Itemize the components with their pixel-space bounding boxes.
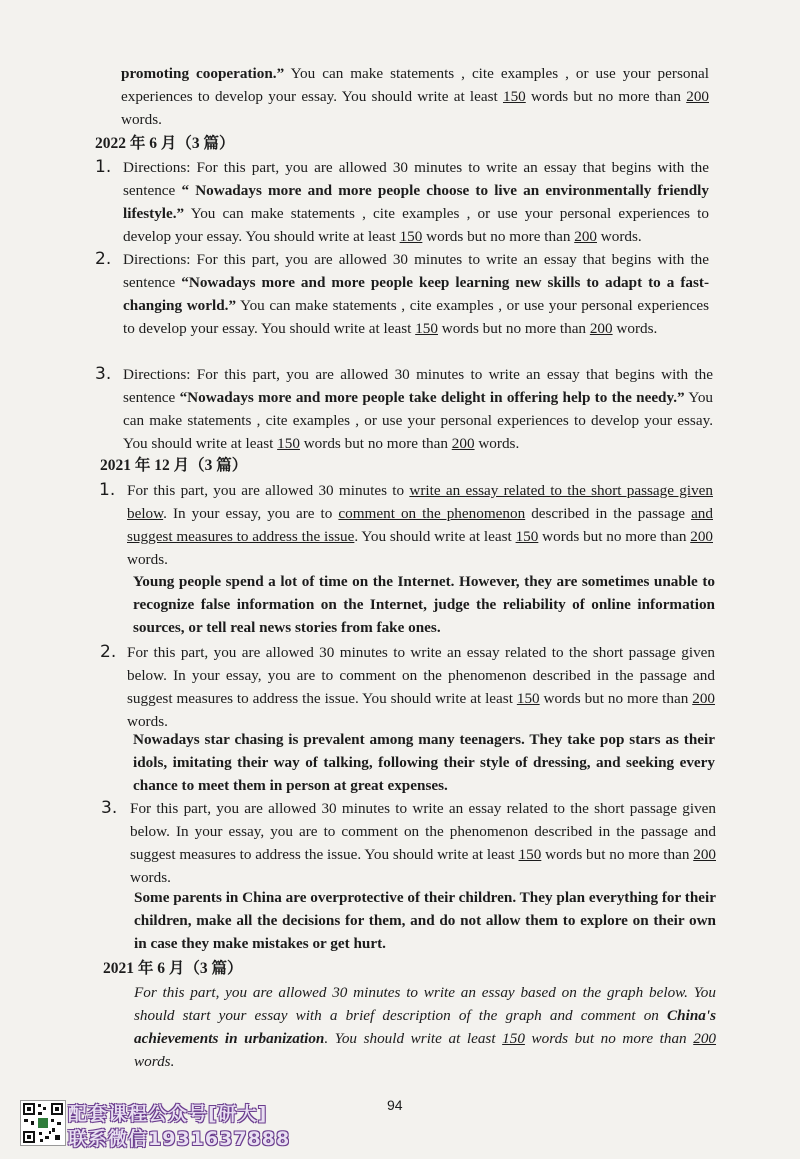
qr-code-image — [20, 1100, 66, 1146]
short-passage: Nowadays star chasing is prevalent among many teenagers. They take pop stars as their idols, imitating their way of talking, following their style of dressing, and seeking every chance to meet them in person at great expenses. — [133, 731, 715, 794]
essay-prompt: For this part, you are allowed 30 minutes to write an essay related to the short passage given below. In your essay, you are to comment on the phenomenon described in the passage and suggest measures to address the issue. You should write at least 150 words but no more than 200 words. — [130, 800, 716, 886]
item-number: 3. — [95, 364, 112, 384]
section-heading-2022-06: 2022 年 6 月（3 篇） — [95, 135, 235, 152]
essay-prompt: Directions: For this part, you are allowed 30 minutes to write an essay that begins with the sentence “Nowadays more and more people take delight in offering help to the needy.” You can make statements , cite examples , or use your personal experiences to develop your essay. You should write at least 150 words but no more than 200 words. — [123, 366, 714, 452]
short-passage: Young people spend a lot of time on the Internet. However, they are sometimes unable to recognize false information on the Internet, judge the reliability of online information sources, or tell real news stories from fake ones. — [133, 573, 715, 636]
item-number: 3. — [101, 798, 118, 818]
intro-bold: promoting cooperation.” — [121, 65, 285, 82]
essay-prompt: Directions: For this part, you are allowed 30 minutes to write an essay that begins with the sentence “ Nowadays more and more people choose to live an environmentally friendly lifestyle.” You can make statements , cite examples , or use your personal experiences to develop your essay. You should write at least 150 words but no more than 200 words. — [123, 159, 709, 245]
short-passage: Some parents in China are overprotective of their children. They plan everything for their children, make all the decisions for them, and do not allow them to explore on their own in case they make mistakes or get hurt. — [134, 889, 716, 952]
item-number: 1. — [99, 480, 116, 500]
essay-prompt: Directions: For this part, you are allowed 30 minutes to write an essay that begins with the sentence “Nowadays more and more people keep learning new skills to adapt to a fast-changing world.” You can make statements , cite examples , or use your personal experiences to develop your essay. You should write at least 150 words but no more than 200 words. — [123, 251, 710, 337]
intro-paragraph: promoting cooperation.” You can make statements , cite examples , or use your personal experiences to develop your essay. You should write at least 150 words but no more than 200 words. — [121, 65, 709, 128]
essay-prompt: For this part, you are allowed 30 minutes to write an essay related to the short passage given below. In your essay, you are to comment on the phenomenon described in the passage and suggest measures to address the issue. You should write at least 150 words but no more than 200 words. — [127, 482, 713, 568]
item-number: 2. — [100, 642, 117, 662]
section-heading-2021-06: 2021 年 6 月（3 篇） — [103, 960, 243, 977]
promo-text-line1: 配套课程公众号[研大] — [68, 1103, 268, 1125]
item-number: 1. — [95, 157, 112, 177]
essay-prompt: For this part, you are allowed 30 minutes to write an essay based on the graph below. You should start your essay with a brief description of the graph and comment on China's achievements in urbanization. You should write at least 150 words but no more than 200 words. — [134, 984, 717, 1070]
item-number: 2. — [95, 249, 112, 269]
section-heading-2021-12: 2021 年 12 月（3 篇） — [100, 457, 248, 474]
essay-prompt: For this part, you are allowed 30 minutes to write an essay related to the short passage given below. In your essay, you are to comment on the phenomenon described in the passage and suggest measures to address the issue. You should write at least 150 words but no more than 200 words. — [127, 644, 715, 730]
promo-text-line2: 联系微信1931637888 — [68, 1128, 291, 1150]
page-number: 94 — [387, 1097, 403, 1113]
